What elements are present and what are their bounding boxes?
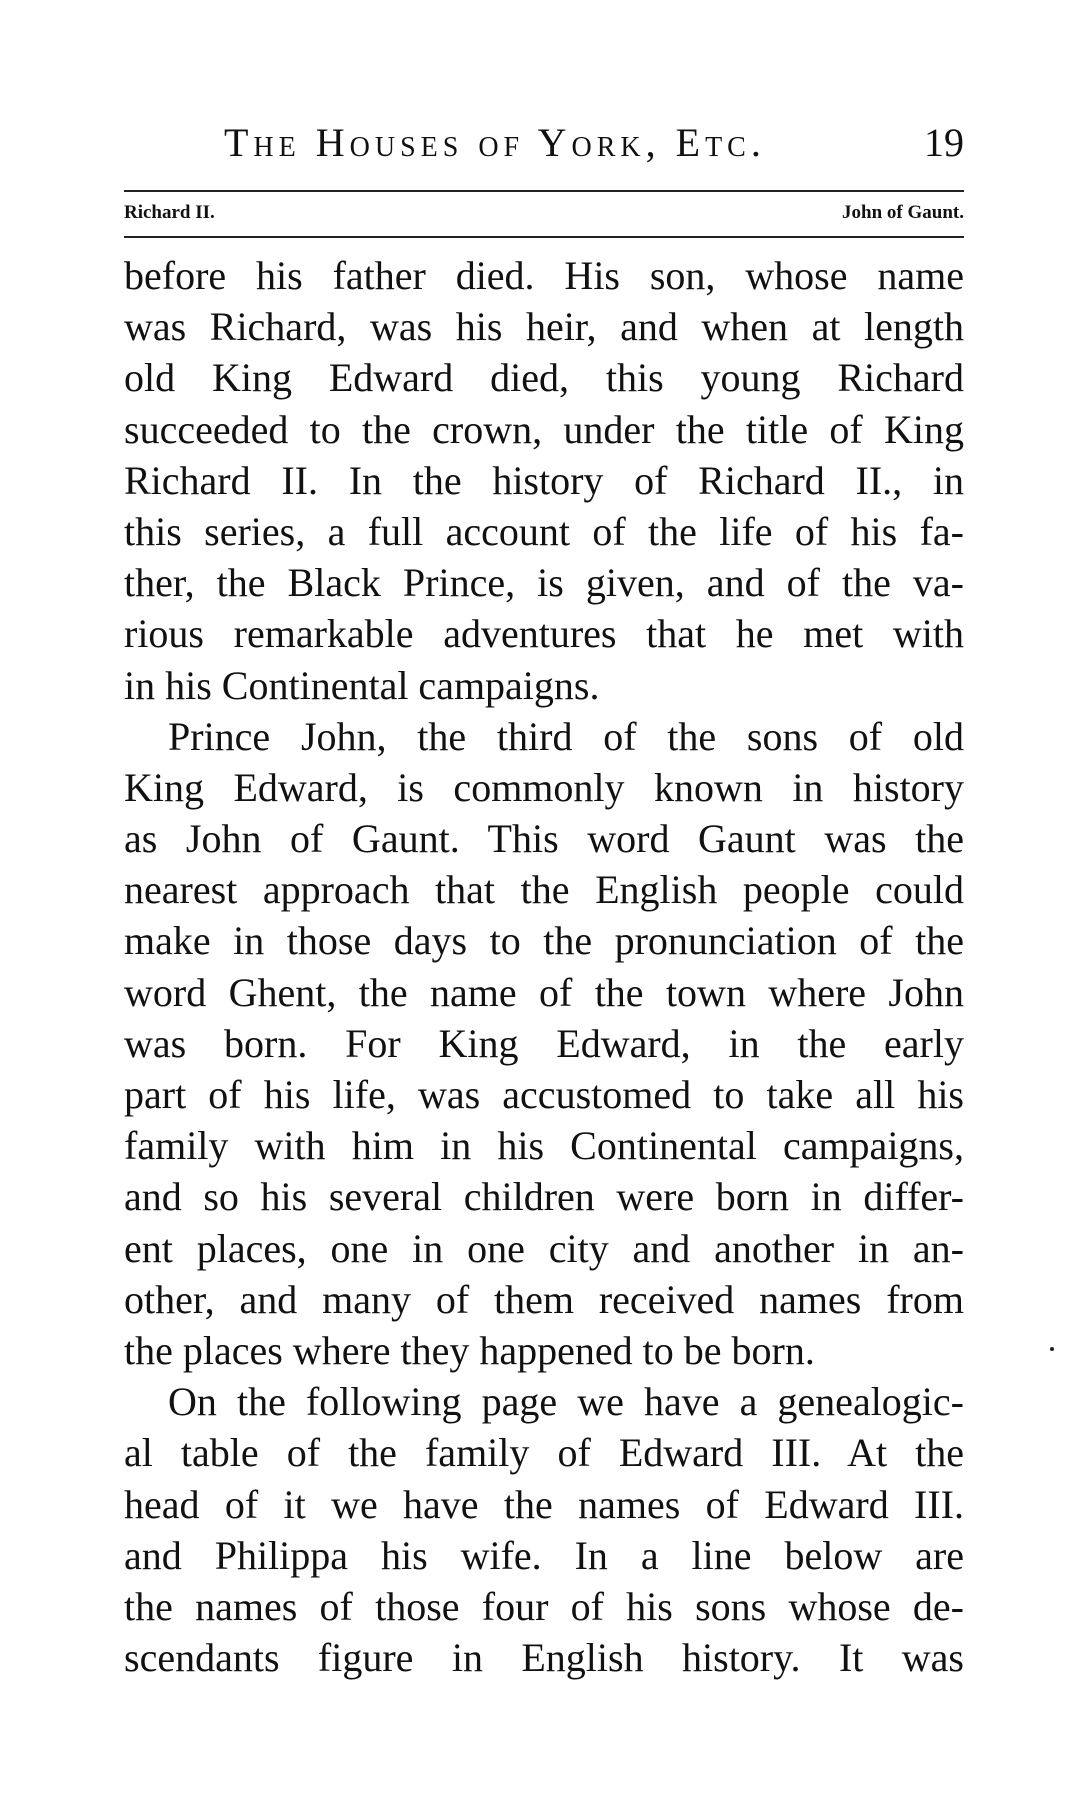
text-line: and Philippa his wife. In a line below are <box>124 1532 964 1578</box>
text-line: word Ghent, the name of the town where John <box>124 969 964 1015</box>
text-line: before his father died. His son, whose name <box>124 253 964 298</box>
text-line: Prince John, the third of the sons of old <box>168 713 964 759</box>
text-line: the places where they happened to be born. <box>124 1327 815 1373</box>
text-line: as John of Gaunt. This word Gaunt was the <box>124 816 964 862</box>
text-line: and so his several children were born in differ- <box>124 1174 964 1220</box>
header-rule-bottom <box>124 236 964 238</box>
text-line: the names of those four of his sons whose de- <box>124 1583 964 1629</box>
text-line: ther, the Black Prince, is given, and of the va- <box>124 560 964 606</box>
text-line: head of it we have the names of Edward III. <box>124 1481 964 1527</box>
text-line: part of his life, was accustomed to take all his <box>124 1072 964 1117</box>
body-text <box>124 250 964 1683</box>
text-line: nearest approach that the English people could <box>124 867 964 913</box>
text-line: rious remarkable adventures that he met with <box>124 611 964 657</box>
stray-ink-dot <box>1050 1347 1054 1351</box>
text-line: this series, a full account of the life of his fa- <box>124 508 964 554</box>
text-line: other, and many of them received names from <box>124 1276 964 1322</box>
text-line: King Edward, is commonly known in history <box>124 764 964 810</box>
text-line: al table of the family of Edward III. At the <box>124 1430 964 1476</box>
running-title: The Houses of York, Etc. <box>224 120 766 165</box>
text-line: succeeded to the crown, under the title of King <box>124 406 964 452</box>
header-rule-top <box>124 190 964 192</box>
running-head <box>124 118 964 168</box>
left-subhead: Richard II. <box>124 202 215 223</box>
text-line: On the following page we have a genealogic- <box>168 1379 964 1425</box>
text-line: family with him in his Continental campaigns, <box>124 1123 964 1169</box>
text-line: make in those days to the pronunciation of the <box>124 918 964 964</box>
text-line: was born. For King Edward, in the early <box>124 1020 964 1066</box>
text-line: old King Edward died, this young Richard <box>124 355 964 401</box>
text-line: scendants figure in English history. It was <box>124 1635 964 1681</box>
text-line: ent places, one in one city and another in an- <box>124 1225 964 1271</box>
text-line: was Richard, was his heir, and when at length <box>124 304 964 350</box>
text-line: in his Continental campaigns. <box>124 662 600 708</box>
right-subhead: John of Gaunt. <box>842 202 964 223</box>
page-number: 19 <box>924 120 964 165</box>
text-line: Richard II. In the history of Richard II., in <box>124 457 964 503</box>
